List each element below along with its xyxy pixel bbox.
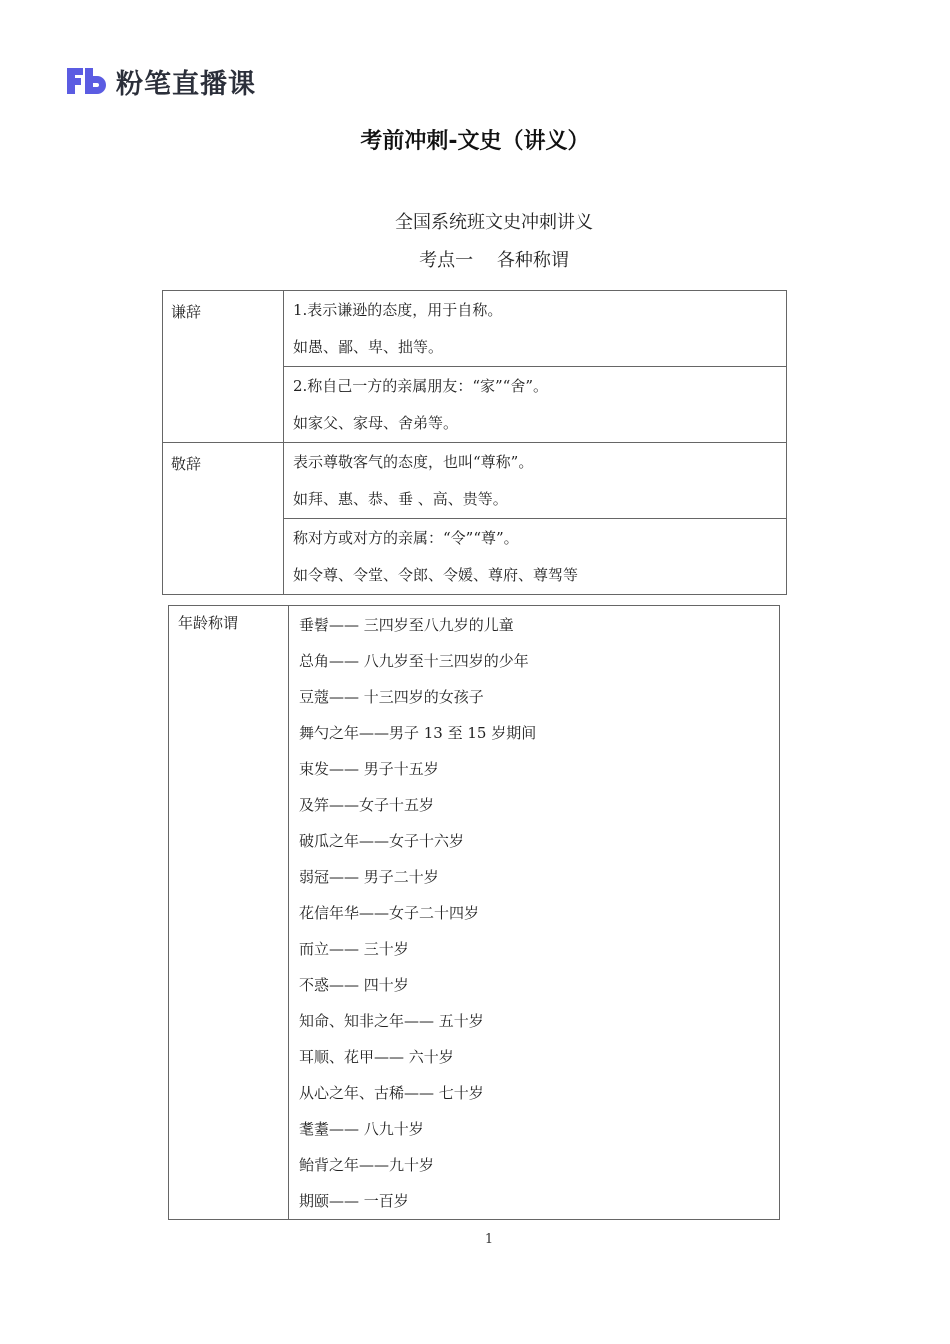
cell-line: 称对方或对方的亲属：“令”“尊”。 bbox=[293, 529, 519, 547]
row-label: 年龄称谓 bbox=[169, 606, 289, 1220]
cell-line: 如令尊、令堂、令郎、令媛、尊府、尊驾等 bbox=[293, 566, 579, 584]
document-title: 考前冲刺-文史（讲义） bbox=[360, 129, 590, 154]
page-number: 1 bbox=[484, 1232, 494, 1247]
list-item: 知命、知非之年—— 五十岁 bbox=[299, 1012, 484, 1030]
document-subtitle: 全国系统班文史冲刺讲义 bbox=[395, 212, 593, 233]
list-item: 花信年华——女子二十四岁 bbox=[299, 904, 480, 922]
list-item: 豆蔻—— 十三四岁的女孩子 bbox=[299, 688, 484, 706]
row-label: 敬辞 bbox=[163, 443, 284, 595]
list-item: 总角—— 八九岁至十三四岁的少年 bbox=[299, 652, 529, 670]
table-cell bbox=[289, 606, 780, 1220]
list-item: 舞勺之年——男子 13 至 15 岁期间 bbox=[299, 724, 537, 742]
list-item: 束发—— 男子十五岁 bbox=[299, 760, 439, 778]
cell-line: 表示尊敬客气的态度，也叫“尊称”。 bbox=[293, 453, 534, 471]
age-terms-table bbox=[168, 605, 780, 1220]
cell-line: 1.表示谦逊的态度，用于自称。 bbox=[293, 301, 503, 319]
cell-line: 如愚、鄙、卑、拙等。 bbox=[293, 338, 444, 356]
list-item: 破瓜之年——女子十六岁 bbox=[299, 832, 465, 850]
table-row bbox=[169, 606, 780, 1220]
list-item: 耄耋—— 八九十岁 bbox=[299, 1120, 424, 1138]
list-item: 期颐—— 一百岁 bbox=[299, 1192, 409, 1210]
list-item: 弱冠—— 男子二十岁 bbox=[299, 868, 439, 886]
cell-line: 如家父、家母、舍弟等。 bbox=[293, 414, 459, 432]
table-cell bbox=[284, 367, 787, 443]
table-cell bbox=[284, 291, 787, 367]
table-cell bbox=[284, 519, 787, 595]
logo-text: 粉笔直播课 bbox=[116, 68, 256, 100]
cell-line: 2.称自己一方的亲属朋友：“家”“舍”。 bbox=[293, 377, 548, 395]
list-item: 从心之年、古稀—— 七十岁 bbox=[299, 1084, 484, 1102]
list-item: 鲐背之年——九十岁 bbox=[299, 1156, 435, 1174]
table-row bbox=[163, 291, 787, 367]
list-item: 而立—— 三十岁 bbox=[299, 940, 409, 958]
list-item: 耳顺、花甲—— 六十岁 bbox=[299, 1048, 454, 1066]
list-item: 垂髫—— 三四岁至八九岁的儿童 bbox=[299, 616, 514, 634]
table-row bbox=[163, 443, 787, 519]
table-cell bbox=[284, 443, 787, 519]
fb-logo-icon bbox=[66, 66, 108, 96]
cell-line: 如拜、惠、恭、垂 、高、贵等。 bbox=[293, 490, 508, 508]
section-title: 考点一 各种称谓 bbox=[419, 250, 569, 271]
honorifics-table bbox=[162, 290, 787, 595]
brand-logo bbox=[66, 64, 256, 98]
list-item: 不惑—— 四十岁 bbox=[299, 976, 409, 994]
list-item: 及笄——女子十五岁 bbox=[299, 796, 435, 814]
row-label: 谦辞 bbox=[163, 291, 284, 443]
